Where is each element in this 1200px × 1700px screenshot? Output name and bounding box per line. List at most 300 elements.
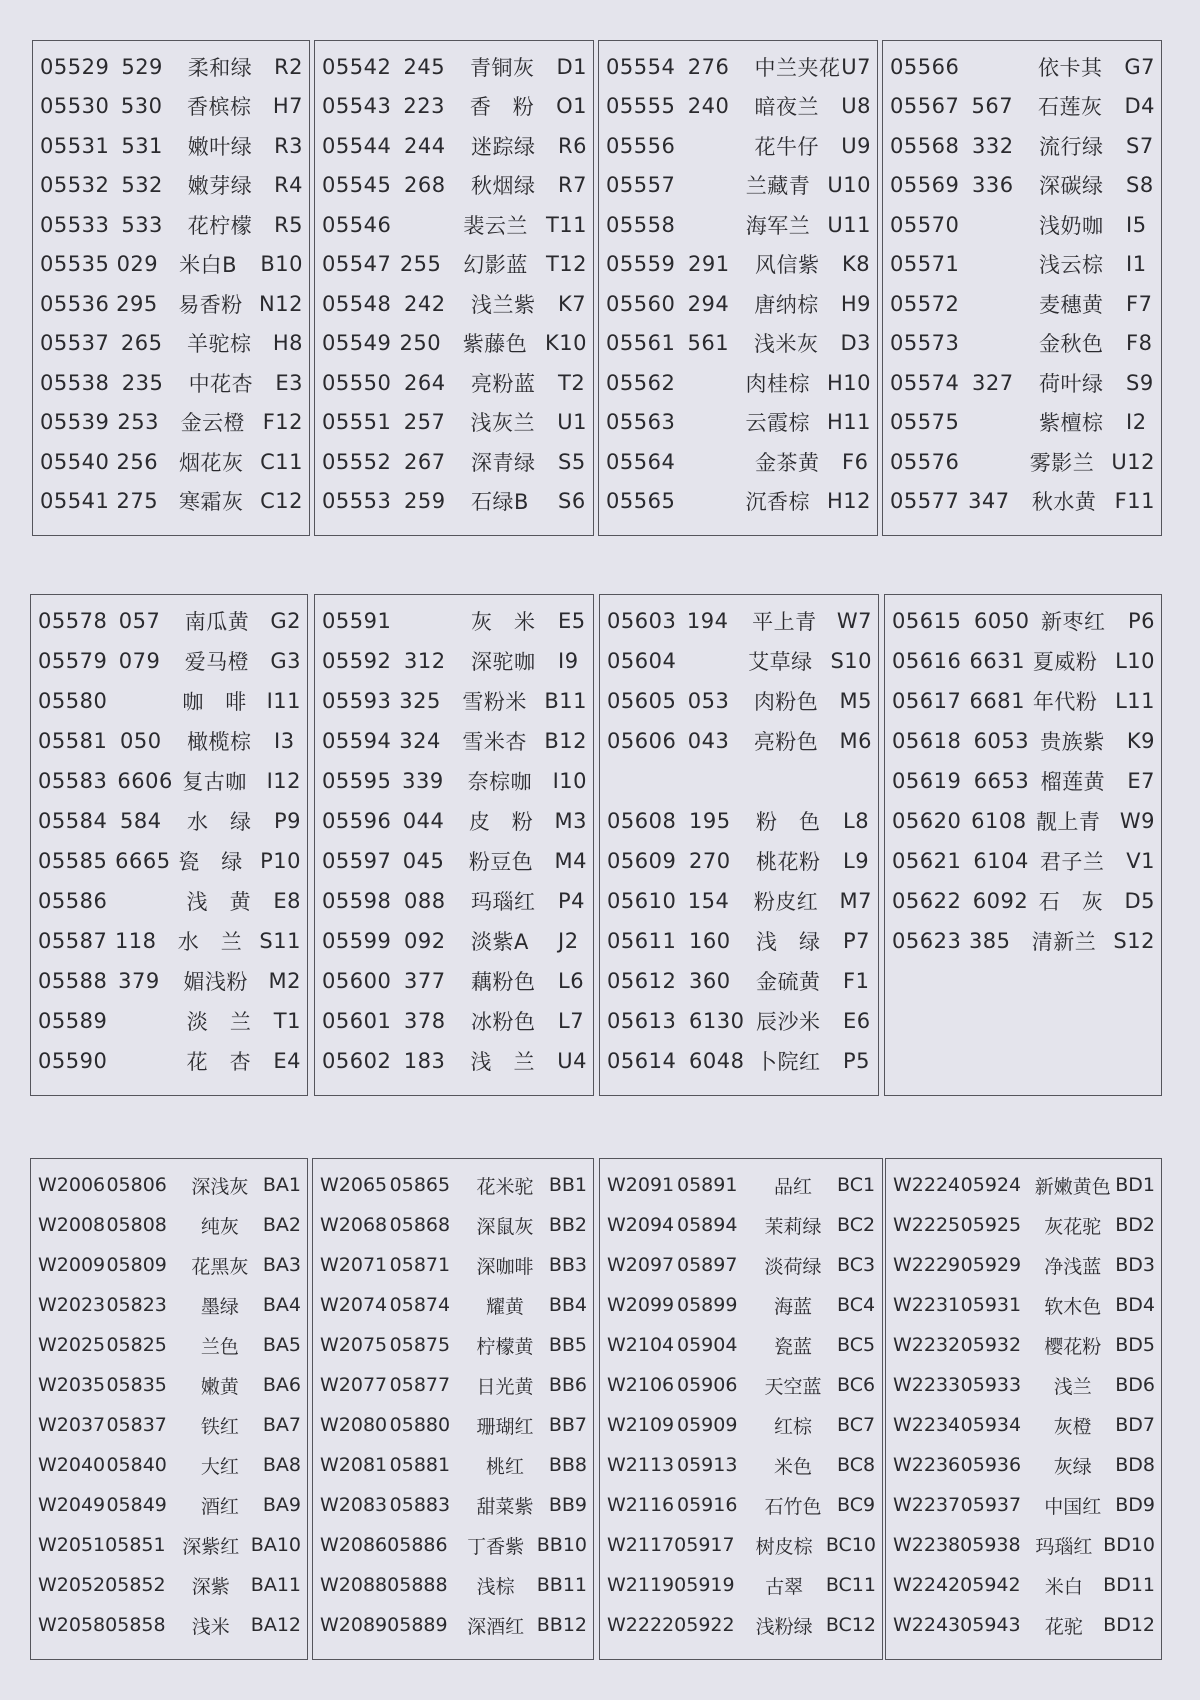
product-code: 05563 xyxy=(606,410,676,435)
color-name: 清新兰 xyxy=(1031,930,1097,954)
color-name: 米白B xyxy=(179,253,238,278)
color-name: 皮 粉 xyxy=(468,810,534,834)
color-entry xyxy=(893,1325,1155,1365)
color-entry xyxy=(893,1405,1155,1445)
grid-code: H9 xyxy=(840,291,871,316)
product-code: 05852 xyxy=(105,1574,166,1596)
color-entry xyxy=(607,721,872,761)
product-code: 05565 xyxy=(606,489,676,514)
color-entry xyxy=(606,166,871,206)
grid-code: BB10 xyxy=(536,1534,587,1556)
color-name: 中国红 xyxy=(1044,1495,1102,1518)
grid-code: P9 xyxy=(273,809,301,833)
w-code: W2025 xyxy=(38,1334,106,1356)
color-name: 浅米灰 xyxy=(754,332,819,357)
color-entry xyxy=(890,126,1155,166)
color-name: 米白 xyxy=(1044,1575,1083,1598)
grid-code: V1 xyxy=(1126,849,1155,873)
color-name: 深鼠灰 xyxy=(476,1215,534,1238)
color-name: 粉豆色 xyxy=(468,850,534,874)
product-code: 05886 xyxy=(387,1534,448,1556)
color-name: 深青绿 xyxy=(471,450,536,475)
color-entry xyxy=(607,681,872,721)
product-code: 05566 xyxy=(890,54,960,79)
color-entry xyxy=(320,1405,587,1445)
grid-code: P10 xyxy=(260,849,301,873)
color-entry xyxy=(606,126,871,166)
color-entry xyxy=(40,245,303,285)
grid-code: T2 xyxy=(558,370,586,395)
color-entry xyxy=(38,801,301,841)
grid-code: BB4 xyxy=(548,1294,587,1316)
color-entry xyxy=(892,721,1155,761)
grid-code: BA7 xyxy=(262,1414,301,1436)
product-code: 05541 xyxy=(40,489,110,514)
grid-code: S9 xyxy=(1126,370,1154,395)
grid-code: I10 xyxy=(552,769,587,793)
w-code: W2006 xyxy=(38,1174,106,1196)
color-name: 水 兰 xyxy=(177,930,243,954)
product-code: 05835 xyxy=(106,1374,167,1396)
color-number: 257 xyxy=(403,410,446,435)
grid-code: S11 xyxy=(259,929,301,953)
grid-code: D4 xyxy=(1124,94,1155,119)
color-number: 336 xyxy=(972,173,1014,198)
color-entry xyxy=(38,1605,301,1645)
grid-code: BC12 xyxy=(825,1614,876,1636)
color-number: 088 xyxy=(404,889,446,913)
grid-code: BC9 xyxy=(837,1494,876,1516)
grid-code: R6 xyxy=(558,133,587,158)
grid-code: BB9 xyxy=(548,1494,587,1516)
grid-code: R3 xyxy=(274,133,303,158)
w-code: W2068 xyxy=(320,1214,388,1236)
color-name: 灰花驼 xyxy=(1044,1215,1102,1238)
product-code: 05562 xyxy=(606,370,676,395)
color-name: 花牛仔 xyxy=(754,134,820,159)
color-name: 金硫黄 xyxy=(756,970,821,994)
color-entry xyxy=(320,1445,587,1485)
color-entry xyxy=(892,921,1155,961)
product-code: 05899 xyxy=(677,1294,738,1316)
product-code: 05572 xyxy=(890,291,960,316)
grid-code: BD9 xyxy=(1115,1494,1155,1516)
product-code: 05929 xyxy=(960,1254,1022,1276)
product-code: 05897 xyxy=(677,1254,738,1276)
color-name: 柔和绿 xyxy=(187,55,253,80)
color-number: 250 xyxy=(399,331,442,356)
w-code: W2094 xyxy=(607,1214,675,1236)
color-number: 532 xyxy=(121,173,163,198)
color-name: 茉莉绿 xyxy=(764,1215,822,1238)
color-entry xyxy=(890,442,1155,482)
product-code: 05560 xyxy=(606,291,676,316)
color-number: 244 xyxy=(404,133,446,158)
color-entry xyxy=(607,1245,876,1285)
product-code: 05545 xyxy=(322,173,392,198)
product-code: 05549 xyxy=(322,331,392,356)
product-code: 05936 xyxy=(960,1454,1022,1476)
color-name: 紫藤色 xyxy=(462,332,528,357)
color-name: 易香粉 xyxy=(178,292,243,317)
product-code: 05608 xyxy=(607,809,677,833)
color-name: 浅云棕 xyxy=(1039,253,1104,278)
color-entry xyxy=(38,961,301,1001)
product-code: 05617 xyxy=(892,689,962,713)
color-name: 复古咖 xyxy=(182,770,247,794)
color-entry xyxy=(607,1041,872,1081)
color-entry xyxy=(607,1485,876,1525)
color-name: 古翠 xyxy=(765,1575,804,1598)
color-entry xyxy=(322,363,587,403)
row3-box-2 xyxy=(312,1158,594,1660)
product-code: 05591 xyxy=(322,609,392,633)
grid-code: C12 xyxy=(260,489,303,514)
color-entry xyxy=(320,1565,587,1605)
grid-code: E6 xyxy=(843,1009,871,1033)
color-name: 深驼咖 xyxy=(471,650,536,674)
grid-code: F6 xyxy=(842,449,869,474)
grid-code: I12 xyxy=(266,769,301,793)
color-name: 媚浅粉 xyxy=(183,970,249,994)
grid-code: I9 xyxy=(558,649,579,673)
color-name: 寒霜灰 xyxy=(178,490,244,515)
product-code: 05573 xyxy=(890,331,960,356)
product-code: 05837 xyxy=(106,1414,167,1436)
color-number: 043 xyxy=(687,729,730,753)
color-entry xyxy=(607,641,872,681)
color-entry xyxy=(890,482,1155,522)
grid-code: BC6 xyxy=(837,1374,876,1396)
grid-code: BA9 xyxy=(262,1494,301,1516)
color-name: 幻影蓝 xyxy=(463,253,528,278)
product-code: 05552 xyxy=(322,449,392,474)
color-entry xyxy=(892,641,1155,681)
grid-code: BC11 xyxy=(825,1574,876,1596)
product-code: 05579 xyxy=(38,649,108,673)
color-entry xyxy=(38,881,301,921)
grid-code: BA1 xyxy=(262,1174,301,1196)
color-entry xyxy=(38,721,301,761)
color-name: 净浅蓝 xyxy=(1044,1255,1102,1278)
w-code: W2238 xyxy=(893,1534,961,1556)
color-name: 花黑灰 xyxy=(191,1255,249,1278)
product-code: 05618 xyxy=(892,729,962,753)
color-name: 迷踪绿 xyxy=(471,134,536,159)
color-entry xyxy=(322,841,587,881)
color-number: 385 xyxy=(968,929,1011,953)
w-code: W2097 xyxy=(607,1254,675,1276)
color-entry xyxy=(890,284,1155,324)
color-entry xyxy=(320,1205,587,1245)
product-code: 05609 xyxy=(607,849,677,873)
w-code: W2086 xyxy=(320,1534,388,1556)
product-code: 05809 xyxy=(106,1254,167,1276)
color-number: 253 xyxy=(117,410,159,435)
color-number: 294 xyxy=(687,291,730,316)
product-code: 05808 xyxy=(106,1214,167,1236)
w-code: W2234 xyxy=(893,1414,961,1436)
grid-code: BB7 xyxy=(548,1414,587,1436)
product-code: 05564 xyxy=(606,449,676,474)
row2-box-1 xyxy=(30,594,308,1096)
grid-code: K10 xyxy=(545,331,587,356)
color-name: 嫩芽绿 xyxy=(187,174,253,199)
grid-code: S6 xyxy=(558,489,586,514)
product-code: 05937 xyxy=(960,1494,1022,1516)
grid-code: K7 xyxy=(558,291,587,316)
color-number: 312 xyxy=(404,649,446,673)
color-name: 铁红 xyxy=(200,1415,239,1438)
product-code: 05623 xyxy=(892,929,962,953)
product-code: 05880 xyxy=(389,1414,451,1436)
product-code: 05567 xyxy=(890,94,960,119)
color-name: 榴莲黄 xyxy=(1040,770,1106,794)
color-number: 295 xyxy=(116,291,158,316)
color-number: 264 xyxy=(404,370,446,395)
product-code: 05894 xyxy=(677,1214,738,1236)
color-name: 夏威粉 xyxy=(1032,650,1098,674)
color-entry xyxy=(38,1525,301,1565)
product-code: 05881 xyxy=(389,1454,451,1476)
grid-code: U10 xyxy=(827,173,871,198)
w-code: W2091 xyxy=(607,1174,675,1196)
color-entry xyxy=(892,681,1155,721)
color-number: 079 xyxy=(118,649,161,673)
color-entry xyxy=(322,1001,587,1041)
product-code: 05537 xyxy=(40,331,110,356)
grid-code: BB2 xyxy=(548,1214,587,1236)
color-name: 新嫩黄色 xyxy=(1034,1175,1111,1198)
grid-code: BD12 xyxy=(1103,1614,1155,1636)
color-entry xyxy=(892,761,1155,801)
product-code: 05530 xyxy=(40,94,110,119)
color-name: 桃红 xyxy=(486,1455,525,1478)
color-name: 玛瑙红 xyxy=(471,890,536,914)
color-name: 雪米杏 xyxy=(462,730,527,754)
grid-code: H7 xyxy=(272,94,303,119)
color-entry xyxy=(38,601,301,641)
color-entry xyxy=(322,245,587,285)
color-name: 依卡其 xyxy=(1037,55,1103,80)
product-code: 05603 xyxy=(607,609,677,633)
color-number: 259 xyxy=(404,489,446,514)
grid-code: L8 xyxy=(843,809,870,833)
product-code: 05538 xyxy=(40,370,110,395)
grid-code: L11 xyxy=(1115,689,1155,713)
color-entry xyxy=(38,921,301,961)
color-name: 米色 xyxy=(773,1455,812,1478)
grid-code: BD11 xyxy=(1103,1574,1155,1596)
color-name: 石 灰 xyxy=(1038,890,1104,914)
color-entry xyxy=(40,324,303,364)
w-code: W2231 xyxy=(893,1294,961,1316)
grid-code: BA4 xyxy=(262,1294,301,1316)
color-name: 花柠檬 xyxy=(187,213,253,238)
color-number: 339 xyxy=(402,769,444,793)
grid-code: E7 xyxy=(1127,769,1155,793)
grid-code: L7 xyxy=(558,1009,585,1033)
w-code: W2071 xyxy=(320,1254,388,1276)
grid-code: H8 xyxy=(272,331,303,356)
color-name: 浅兰紫 xyxy=(471,292,536,317)
color-name: 水 绿 xyxy=(186,810,252,834)
grid-code: F11 xyxy=(1114,489,1155,514)
color-name: 秋烟绿 xyxy=(471,174,536,199)
w-code: W2081 xyxy=(320,1454,388,1476)
color-entry xyxy=(893,1245,1155,1285)
color-entry xyxy=(893,1565,1155,1605)
color-name: 爱马橙 xyxy=(184,650,250,674)
color-entry xyxy=(40,442,303,482)
color-name: 藕粉色 xyxy=(471,970,536,994)
color-entry xyxy=(40,126,303,166)
product-code: 05570 xyxy=(890,212,960,237)
color-name: 贵族紫 xyxy=(1040,730,1105,754)
product-code: 05597 xyxy=(322,849,392,873)
w-code: W2037 xyxy=(38,1414,106,1436)
product-code: 05542 xyxy=(322,54,392,79)
color-entry xyxy=(322,881,587,921)
product-code: 05616 xyxy=(892,649,962,673)
product-code: 05922 xyxy=(674,1614,735,1636)
w-code: W2232 xyxy=(893,1334,961,1356)
color-name: 酒红 xyxy=(200,1495,239,1518)
color-name: 中花杏 xyxy=(188,371,254,396)
product-code: 05871 xyxy=(389,1254,451,1276)
color-entry xyxy=(893,1605,1155,1645)
color-entry xyxy=(606,205,871,245)
color-number: 045 xyxy=(402,849,445,873)
w-code: W2222 xyxy=(607,1614,675,1636)
row2-box-4 xyxy=(884,594,1162,1096)
grid-code: P7 xyxy=(843,929,871,953)
product-code: 05943 xyxy=(960,1614,1021,1636)
color-entry xyxy=(606,403,871,443)
color-entry xyxy=(40,87,303,127)
color-name: 卜院红 xyxy=(756,1050,821,1074)
color-name: 橄榄棕 xyxy=(187,730,252,754)
color-entry xyxy=(607,1365,876,1405)
color-name: 灰绿 xyxy=(1053,1455,1092,1478)
product-code: 05938 xyxy=(960,1534,1021,1556)
product-code: 05605 xyxy=(607,689,677,713)
color-number: 255 xyxy=(399,252,442,277)
color-name: 海蓝 xyxy=(773,1295,812,1318)
color-entry xyxy=(320,1165,587,1205)
product-code: 05889 xyxy=(387,1614,448,1636)
color-name: 深酒红 xyxy=(467,1615,525,1638)
grid-code: T1 xyxy=(273,1009,301,1033)
color-entry xyxy=(322,921,587,961)
product-code: 05904 xyxy=(677,1334,738,1356)
color-entry xyxy=(322,641,587,681)
product-code: 05548 xyxy=(322,291,392,316)
color-name: 珊瑚红 xyxy=(476,1415,534,1438)
color-number: 235 xyxy=(121,370,164,395)
color-entry xyxy=(606,245,871,285)
grid-code: L6 xyxy=(558,969,585,993)
product-code: 05599 xyxy=(322,929,392,953)
w-code: W2077 xyxy=(320,1374,388,1396)
color-name: 浅灰兰 xyxy=(470,411,536,436)
color-number: 567 xyxy=(971,94,1014,119)
color-entry xyxy=(322,324,587,364)
color-number: 325 xyxy=(399,689,441,713)
color-entry xyxy=(38,1041,301,1081)
w-code: W2058 xyxy=(38,1614,106,1636)
product-code: 05547 xyxy=(322,252,392,277)
color-name: 中兰夹花 xyxy=(754,55,841,80)
product-code: 05594 xyxy=(322,729,392,753)
color-name: 肉粉色 xyxy=(753,690,819,714)
product-code: 05598 xyxy=(322,889,392,913)
product-code: 05877 xyxy=(389,1374,451,1396)
color-name: 瓷 绿 xyxy=(178,850,243,874)
product-code: 05595 xyxy=(322,769,392,793)
product-code: 05551 xyxy=(322,410,392,435)
product-code: 05909 xyxy=(677,1414,738,1436)
color-number: 044 xyxy=(402,809,445,833)
product-code: 05619 xyxy=(892,769,962,793)
w-code: W2065 xyxy=(320,1174,388,1196)
color-number: 6104 xyxy=(973,849,1029,873)
color-name: 深咖啡 xyxy=(476,1255,534,1278)
color-number: 183 xyxy=(403,1049,446,1073)
grid-code: D1 xyxy=(556,54,587,79)
color-number: 378 xyxy=(404,1009,446,1033)
product-code: 05610 xyxy=(607,889,677,913)
product-code: 05611 xyxy=(607,929,677,953)
w-code: W2233 xyxy=(893,1374,961,1396)
grid-code: BC3 xyxy=(837,1254,876,1276)
grid-code: I11 xyxy=(266,689,301,713)
color-number: 6050 xyxy=(973,609,1030,633)
color-name: 灰 米 xyxy=(471,610,536,634)
color-entry xyxy=(607,1445,876,1485)
color-name: 大红 xyxy=(200,1455,239,1478)
w-code: W2088 xyxy=(320,1574,388,1596)
grid-code: F8 xyxy=(1126,331,1153,356)
color-name: 瓷蓝 xyxy=(773,1335,812,1358)
grid-code: M3 xyxy=(554,809,587,833)
color-entry xyxy=(38,1445,301,1485)
color-number: 160 xyxy=(689,929,731,953)
color-number: 6665 xyxy=(115,849,171,873)
product-code: 05546 xyxy=(322,212,392,237)
product-code: 05934 xyxy=(960,1414,1022,1436)
w-code: W2035 xyxy=(38,1374,106,1396)
product-code: 05888 xyxy=(387,1574,448,1596)
color-name: 金秋色 xyxy=(1039,332,1104,357)
color-entry xyxy=(606,47,871,87)
product-code: 05587 xyxy=(38,929,108,953)
row2-box-2 xyxy=(314,594,594,1096)
product-code: 05613 xyxy=(607,1009,677,1033)
grid-code: H11 xyxy=(826,410,871,435)
w-code: W2075 xyxy=(320,1334,388,1356)
grid-code: R5 xyxy=(274,212,303,237)
color-name: 深浅灰 xyxy=(191,1175,249,1198)
w-code: W2023 xyxy=(38,1294,106,1316)
grid-code: F1 xyxy=(843,969,870,993)
color-number: 377 xyxy=(404,969,446,993)
color-entry xyxy=(38,761,301,801)
product-code: 05851 xyxy=(105,1534,166,1556)
product-code: 05592 xyxy=(322,649,392,673)
grid-code: BD6 xyxy=(1115,1374,1155,1396)
product-code: 05553 xyxy=(322,489,392,514)
